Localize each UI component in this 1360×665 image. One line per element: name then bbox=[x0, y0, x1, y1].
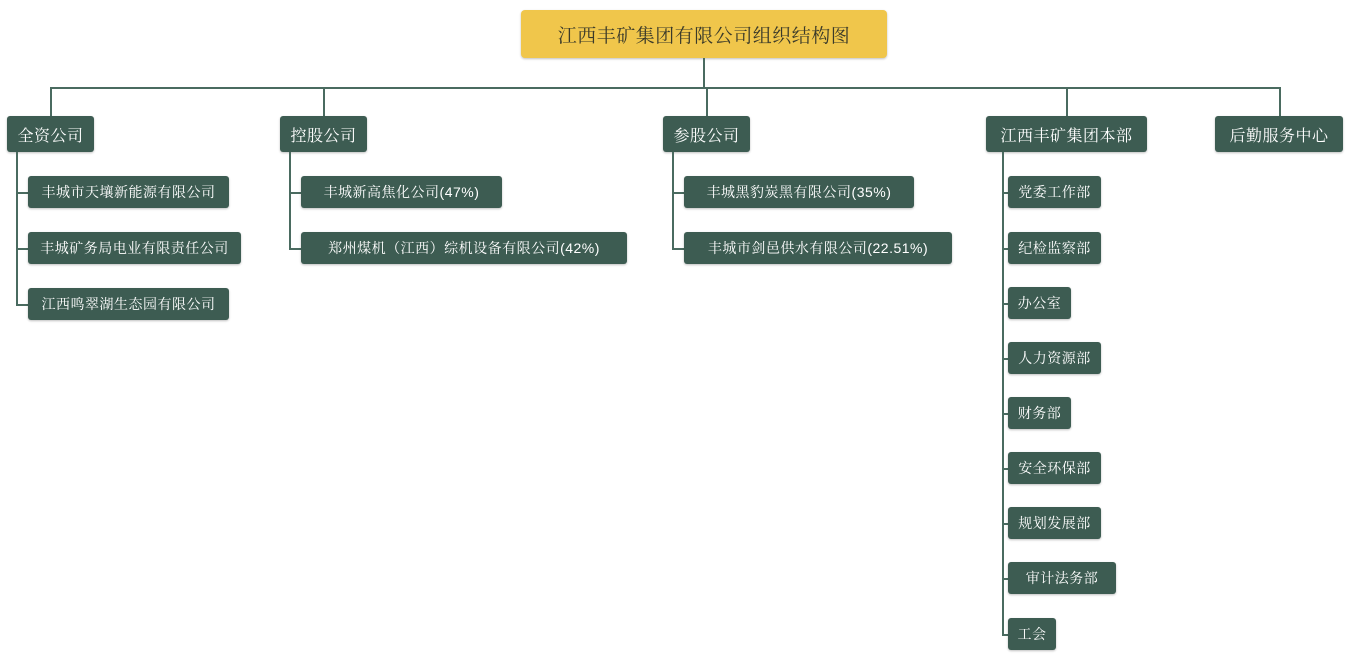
branch-label-logistics: 后勤服务中心 bbox=[1229, 127, 1329, 145]
child-label-headquarters-8: 工会 bbox=[1017, 626, 1047, 642]
branch-label-wholly-owned: 全资公司 bbox=[17, 127, 84, 145]
child-label-wholly-owned-1: 丰城矿务局电业有限责任公司 bbox=[40, 240, 229, 256]
branch-node-holding[interactable] bbox=[280, 116, 367, 152]
child-label-equity-1: 丰城市剑邑供水有限公司(22.51%) bbox=[707, 240, 929, 256]
child-label-headquarters-3: 人力资源部 bbox=[1018, 350, 1091, 366]
connector-spine-headquarters bbox=[1002, 152, 1004, 635]
child-label-holding-1: 郑州煤机（江西）综机设备有限公司(42%) bbox=[328, 240, 600, 256]
child-label-headquarters-0: 党委工作部 bbox=[1018, 184, 1091, 200]
child-node-wholly-owned-0[interactable] bbox=[28, 176, 229, 208]
child-node-wholly-owned-1[interactable] bbox=[28, 232, 241, 264]
connector-stub-wholly-owned-1 bbox=[16, 248, 28, 250]
child-label-headquarters-7: 审计法务部 bbox=[1025, 570, 1099, 586]
root-node[interactable] bbox=[521, 10, 887, 58]
branch-node-headquarters[interactable] bbox=[986, 116, 1147, 152]
connector-drop-holding bbox=[323, 87, 325, 116]
connector-drop-logistics bbox=[1279, 87, 1281, 116]
connector-root-drop bbox=[703, 58, 705, 87]
child-node-equity-1[interactable] bbox=[684, 232, 952, 264]
connector-root-bus bbox=[50, 87, 1279, 89]
branch-node-wholly-owned[interactable] bbox=[7, 116, 94, 152]
root-node-label: 江西丰矿集团有限公司组织结构图 bbox=[557, 25, 851, 47]
connector-spine-holding bbox=[289, 152, 291, 248]
child-node-headquarters-8[interactable] bbox=[1008, 618, 1056, 650]
child-node-equity-0[interactable] bbox=[684, 176, 914, 208]
child-label-headquarters-1: 纪检监察部 bbox=[1018, 240, 1091, 256]
connector-stub-holding-0 bbox=[289, 192, 301, 194]
connector-stub-equity-1 bbox=[672, 248, 684, 250]
child-label-wholly-owned-2: 江西鸣翠湖生态园有限公司 bbox=[41, 296, 216, 312]
branch-node-logistics[interactable] bbox=[1215, 116, 1343, 152]
branch-label-headquarters: 江西丰矿集团本部 bbox=[1000, 127, 1133, 145]
branch-label-equity: 参股公司 bbox=[673, 127, 740, 145]
child-node-holding-1[interactable] bbox=[301, 232, 627, 264]
child-label-headquarters-2: 办公室 bbox=[1017, 295, 1062, 311]
connector-drop-equity bbox=[706, 87, 708, 116]
child-node-holding-0[interactable] bbox=[301, 176, 502, 208]
connector-drop-wholly-owned bbox=[50, 87, 52, 116]
child-label-holding-0: 丰城新高焦化公司(47%) bbox=[323, 184, 480, 200]
connector-stub-equity-0 bbox=[672, 192, 684, 194]
child-node-headquarters-0[interactable] bbox=[1008, 176, 1101, 208]
child-node-headquarters-6[interactable] bbox=[1008, 507, 1101, 539]
child-node-headquarters-7[interactable] bbox=[1008, 562, 1116, 594]
child-label-headquarters-4: 财务部 bbox=[1017, 405, 1062, 421]
child-label-headquarters-5: 安全环保部 bbox=[1018, 460, 1091, 476]
branch-node-equity[interactable] bbox=[663, 116, 750, 152]
child-label-wholly-owned-0: 丰城市天壤新能源有限公司 bbox=[41, 184, 216, 200]
connector-stub-wholly-owned-0 bbox=[16, 192, 28, 194]
child-node-headquarters-3[interactable] bbox=[1008, 342, 1101, 374]
child-label-equity-0: 丰城黑豹炭黑有限公司(35%) bbox=[706, 184, 892, 200]
child-label-headquarters-6: 规划发展部 bbox=[1018, 515, 1091, 531]
child-node-headquarters-1[interactable] bbox=[1008, 232, 1101, 264]
child-node-headquarters-5[interactable] bbox=[1008, 452, 1101, 484]
child-node-headquarters-2[interactable] bbox=[1008, 287, 1071, 319]
connector-stub-holding-1 bbox=[289, 248, 301, 250]
connector-spine-wholly-owned bbox=[16, 152, 18, 304]
connector-spine-equity bbox=[672, 152, 674, 248]
connector-stub-wholly-owned-2 bbox=[16, 304, 28, 306]
child-node-headquarters-4[interactable] bbox=[1008, 397, 1071, 429]
connector-drop-headquarters bbox=[1066, 87, 1068, 116]
branch-label-holding: 控股公司 bbox=[290, 127, 357, 145]
child-node-wholly-owned-2[interactable] bbox=[28, 288, 229, 320]
